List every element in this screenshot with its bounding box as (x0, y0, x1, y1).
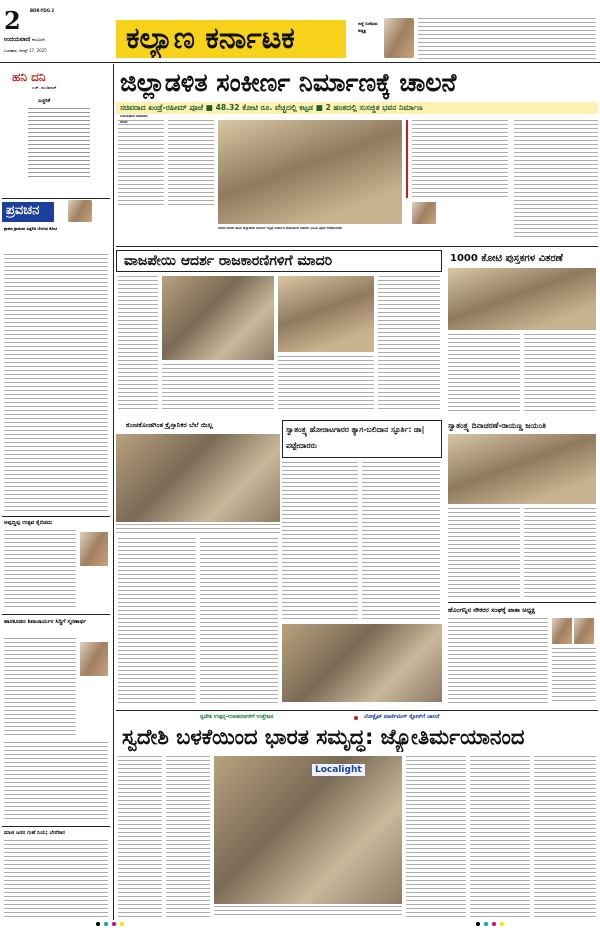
lead-bottom-rule (116, 246, 598, 247)
left-divider-2 (2, 516, 110, 517)
freedom-sub-headline: ಕುಂಚಕೊಂಡಗಿಂತ ಕ್ರೈಸ್ತಾನಿಕರ ಬೆಲೆ ಯಿಲ್ಲ (126, 421, 213, 429)
story4-head: ಮಾಜಿ ಜನನ ಗುಹೆ ನಿಯ; ಬೇರೆಸಾರ (4, 830, 66, 836)
vajpayee-headline: ವಾಜಪೇಯಿ ಆದರ್ಶ ರಾಜಕಾರಣಿಗಳಿಗೆ ಮಾದರಿ (124, 253, 333, 269)
lead-body-3 (514, 120, 598, 240)
vajpayee-photo (162, 276, 274, 360)
poem-lines (28, 108, 90, 180)
story3-body (4, 638, 76, 738)
lead-body-1 (118, 120, 164, 208)
hani-dani-box (2, 68, 110, 198)
freedom-body-4 (200, 538, 278, 704)
reg-dot-5 (476, 922, 480, 926)
right-stories (446, 418, 598, 708)
books-story (446, 248, 598, 416)
books-body-1 (448, 334, 520, 414)
bottom-photo-banner: Localight (312, 764, 365, 776)
lead-story (116, 64, 598, 244)
freedom-story (116, 418, 442, 708)
reg-dot-7 (492, 922, 496, 926)
kicker-dot (354, 716, 358, 720)
story4-body (4, 840, 108, 920)
byline-reporter: ಉದಯವಾಣಿ ಸಮಾಚಾರ (120, 114, 148, 118)
bottom-photo (214, 756, 402, 904)
freedom-body-3 (118, 538, 196, 704)
union-photo-2 (574, 618, 594, 644)
bottom-kicker-right: ಲೋಕ್ಲೈಟ್ ಮಾರ್ಕೆಟಿಂಗ್ ಸ್ಟೋರ್‌ಗೆ ಚಾಲನೆ (364, 714, 440, 720)
vajpayee-body-4 (378, 276, 440, 412)
lead-photo (218, 120, 402, 224)
column-title: ಹನಿ ದನಿ (12, 70, 46, 84)
bottom-body-1 (118, 756, 162, 918)
freedom-photo-left (116, 434, 280, 522)
bottom-section-rule (116, 710, 598, 711)
books-body-2 (524, 334, 596, 414)
independence-body-2 (524, 508, 596, 598)
byline-lead (120, 120, 127, 124)
masthead-rule (0, 62, 600, 63)
edition-tag: ಕಲಬುರಗಿ (32, 37, 45, 42)
masthead (0, 0, 600, 64)
vajpayee-story (116, 248, 442, 416)
bottom-kicker-left: ಸ್ವದೇಶಿ ಉತ್ಪನ್ನ-ಉಪಕರಣಗಳಿಗೆ ಉತ್ತೇಜನ (200, 714, 274, 720)
vajpayee-body-3 (278, 356, 374, 412)
story3-head: ಹಾರಕೂಡದ ಶಿವಾಚಾರ್ಯರ ಸಿದ್ಧಿಗೆ ಸ್ಮರಣಾರ್ಥ (4, 619, 87, 625)
edition-name: ಉದಯವಾಣಿ (4, 36, 31, 43)
right-divider (448, 602, 596, 603)
reg-dot-8 (500, 922, 504, 926)
masthead-date: ಬುಧವಾರ, ಆಗಸ್ಟ್ 17, 2025 (4, 48, 47, 53)
freedom-body-1 (282, 462, 358, 622)
bottom-photo-caption (214, 906, 402, 916)
masthead-side-note: ಜಿಲ್ಲೆ ಬಿಜೆಪಿಯ ಅಧ್ಯಕ್ಷ (358, 21, 378, 33)
left-divider-1 (2, 198, 110, 199)
story3-photo (80, 642, 108, 676)
registration-marks (0, 920, 600, 928)
lead-headline: ಜಿಲ್ಲಾಡಳಿತ ಸಂಕೀರ್ಣ ನಿರ್ಮಾಣಕ್ಕೆ ಚಾಲನೆ (120, 68, 457, 97)
books-headline: 1000 ಕೋಟಿ ಪುಸ್ತಕಗಳ ವಿತರಣೆ (450, 253, 563, 264)
left-column (0, 64, 112, 928)
left-column-separator (113, 64, 114, 920)
bottom-body-3 (406, 756, 466, 918)
lead-body-2 (168, 120, 214, 208)
left-divider-4 (2, 826, 110, 827)
byline-place: ಬೀದರ (120, 120, 128, 124)
story2-photo (80, 532, 108, 566)
lead-quote-box (406, 120, 510, 198)
union-headline: ಹೊಂಗನ್ನಿನ ನೌಕರರ ಸಂಘಕ್ಕೆ ಪಾತಾ ಅಧ್ಯಕ್ಷ (448, 606, 535, 614)
reg-dot-3 (112, 922, 116, 926)
reg-dot-6 (484, 922, 488, 926)
vajpayee-body-1 (118, 276, 158, 412)
pravachana-box (2, 200, 110, 252)
pravachana-photo (68, 200, 92, 222)
reg-dot-4 (120, 922, 124, 926)
masthead-portrait (384, 18, 414, 58)
lead-deck: ಸಚಿವರಾದ ಖಂಡ್ರೆ-ರಹೀಮ್ ಪೂಜೆ ■ 48.32 ಕೋಟಿ ರೂ. ವೆಚ್ಚದಲ್ಲಿ ಕಟ್ಟಡ ■ 2 ಹಂತದಲ್ಲಿ ಸುಸಜ್ಜಿತ ಭವನ ನಿರ್ಮಾಣ (120, 103, 423, 112)
independence-headline: ಸ್ವಾತಂತ್ರ್ಯ ದಿನಾಚರಣೆ-ರಾಯಣ್ಣ ಜಯಂತಿ (448, 421, 547, 430)
story2-head: ಅಪ್ಪಣ್ಣಪ್ಪ ಉತ್ಸವ ಕೈಬಿಡದು (4, 520, 53, 526)
books-photo (448, 268, 596, 330)
bottom-headline: ಸ್ವದೇಶಿ ಬಳಕೆಯಿಂದ ಭಾರತ ಸಮೃದ್ಧ: ಜ್ಯೋತಿರ್ಮಯಾನಂದ (122, 725, 525, 749)
section-title: ಕಲ್ಯಾಣ ಕರ್ನಾಟಕ (126, 21, 295, 56)
masthead-code: BDR-YDG 2 (30, 8, 55, 13)
bottom-body-4 (470, 756, 530, 918)
left-divider-3 (2, 614, 110, 615)
pravachana-sub: ಶ್ರಾವಣ ಶ್ರಾವಣದ ಹಿತ್ತಲಿನ ಬೆಳಗುವ ಕೋಟಿ (4, 226, 58, 231)
reg-dot-1 (96, 922, 100, 926)
reg-dot-2 (104, 922, 108, 926)
masthead-teaser-text (418, 18, 596, 60)
union-body-2 (552, 648, 596, 704)
freedom-left-caption (116, 524, 280, 534)
independence-body-1 (448, 508, 520, 598)
bottom-body-2 (166, 756, 210, 918)
lead-photo-caption: ಬೀದರ ನಗರದ ಹೊಸ ಜಿಲ್ಲಾಡಳಿತ ಸಂಕೀರ್ಣ ಕಟ್ಟಡ ನಿರ್ಮಾಣ ಕಾಮಗಾರಿಗೆ ಸಚಿವರು ಭೂಮಿ ಪೂಜೆ ನೆರವೇರಿಸಿದರು (218, 226, 343, 230)
column-author: ಎಚ್. ಡುಂಡಿರಾಜ್ (32, 85, 57, 90)
freedom-body-2 (362, 462, 440, 622)
page-number: 2 (4, 6, 21, 35)
vajpayee-photo-2 (278, 276, 374, 352)
independence-photo (448, 434, 596, 504)
lead-quote-photo (412, 202, 436, 224)
freedom-group-photo (282, 624, 442, 702)
vajpayee-body-2 (162, 364, 274, 412)
union-photo-1 (552, 618, 572, 644)
story2-body (4, 530, 76, 610)
pravachana-title: ಪ್ರವಚನ (6, 203, 40, 218)
story3-body-2 (4, 742, 108, 822)
union-body (448, 618, 548, 704)
bottom-story (116, 712, 598, 920)
pravachana-body (4, 254, 108, 512)
masthead-edition (4, 36, 45, 44)
freedom-headline: ಸ್ವಾತಂತ್ರ್ಯ ಹೋರಾಟಗಾರರ ತ್ಯಾಗ-ಬಲಿದಾನ ಸ್ಫೂರ್ತಿ: ಡಾ| ಪಟ್ಟೇದಾರರು (286, 425, 425, 450)
bottom-body-5 (534, 756, 596, 918)
column-subhead: ಎಚ್ಚರಿಕೆ (38, 98, 51, 104)
